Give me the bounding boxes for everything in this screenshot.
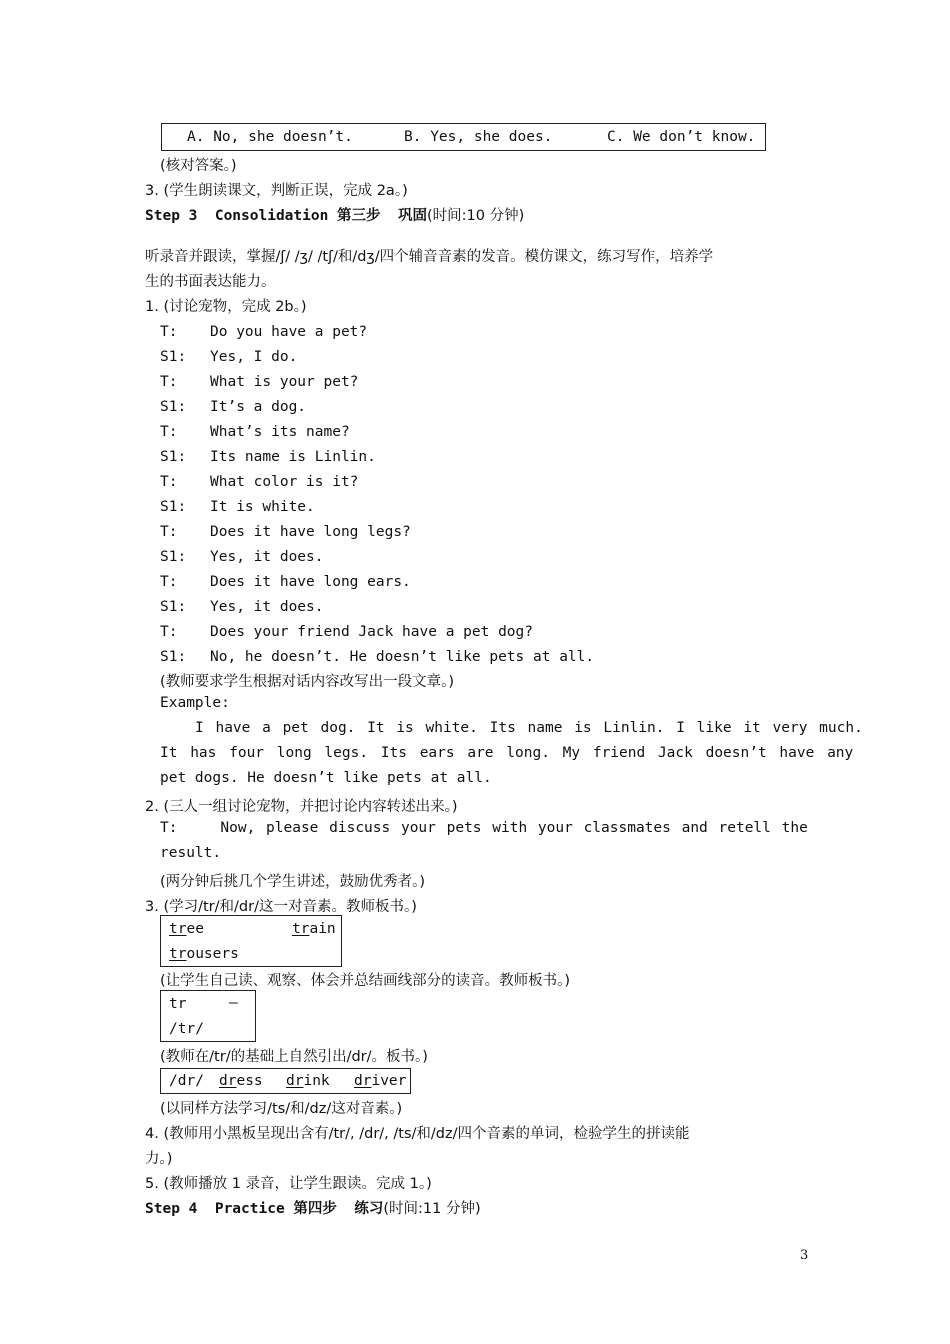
step-3-title: Step 3 Consolidation 第三步 巩固 <box>145 208 428 224</box>
line-text: Yes, it does. <box>210 599 324 615</box>
speaker: S1: <box>160 499 187 515</box>
word-rest: ousers <box>186 946 239 962</box>
item-3-phoneme-tr-dr: 3. (学习/tr/和/dr/这一对音素。教师板书。) <box>145 899 417 915</box>
dialogue-line <box>160 595 594 620</box>
line-text: What’s its name? <box>210 424 350 440</box>
dialogue-line <box>160 420 594 445</box>
line-text: Does your friend Jack have a pet dog? <box>210 624 534 640</box>
dialogue-line <box>160 645 594 670</box>
word-rest: ee <box>186 921 204 937</box>
step-4-heading <box>145 1197 481 1218</box>
dialogue-line <box>160 495 594 520</box>
board-tr-phoneme <box>160 990 256 1042</box>
page-number: 3 <box>800 1248 809 1263</box>
example-line-3: pet dogs. He doesn’t like pets at all. <box>160 770 492 786</box>
dialogue-line <box>160 545 594 570</box>
example-label: Example: <box>160 695 230 711</box>
step-3-time: (时间:10 分钟) <box>427 208 525 224</box>
line-text: It is white. <box>210 499 315 515</box>
item-2-follow-up-note: (两分钟后挑几个学生讲述，鼓励优秀者。) <box>160 874 426 890</box>
item-4-line-2: 力。) <box>145 1151 173 1167</box>
step-3-heading <box>145 204 524 225</box>
step-4-title: Step 4 Practice 第四步 练习 <box>145 1201 384 1217</box>
line-text: What color is it? <box>210 474 359 490</box>
word-drink <box>286 1073 330 1089</box>
board-tr-words <box>160 915 342 967</box>
speaker: T: <box>160 574 178 590</box>
speaker: S1: <box>160 549 187 565</box>
speaker: S1: <box>160 349 187 365</box>
word-rest: ess <box>236 1073 263 1089</box>
dr-introduction-note: (教师在/tr/的基础上自然引出/dr/。板书。) <box>160 1049 428 1065</box>
dialogue-line <box>160 570 594 595</box>
ts-dz-note: (以同样方法学习/ts/和/dz/这对音素。) <box>160 1101 403 1117</box>
word-trousers <box>169 946 239 962</box>
step-4-time: (时间:11 分钟) <box>383 1201 481 1217</box>
item-2-teacher-line-2: result. <box>160 845 222 861</box>
example-line-1: I have a pet dog. It is white. Its name is Linlin. I like it very much. <box>195 720 863 736</box>
dialogue-line <box>160 395 594 420</box>
option-b: B. Yes, she does. <box>404 129 553 145</box>
board-dr-words <box>160 1068 411 1094</box>
line-text: What is your pet? <box>210 374 359 390</box>
word-dress <box>219 1073 263 1089</box>
word-train <box>292 921 336 937</box>
dialogue-line <box>160 620 594 645</box>
line-text: No, he doesn’t. He doesn’t like pets at all. <box>210 649 595 665</box>
speaker: T: <box>160 374 178 390</box>
speaker: T: <box>160 524 178 540</box>
line-text: Does it have long ears. <box>210 574 411 590</box>
word-rest: ain <box>309 921 336 937</box>
word-tree <box>169 921 204 937</box>
line-text: It’s a dog. <box>210 399 307 415</box>
speaker: T: <box>160 474 178 490</box>
letters-tr: tr <box>169 996 187 1012</box>
speaker: T: <box>160 324 178 340</box>
dash: — <box>229 995 238 1011</box>
underlined-letters: dr <box>354 1073 372 1089</box>
speaker: S1: <box>160 649 187 665</box>
underlined-letters: tr <box>169 921 187 937</box>
speaker: T: <box>160 624 178 640</box>
phoneme-tr: /tr/ <box>169 1021 204 1037</box>
board-observation-note: (让学生自己读、观察、体会并总结画线部分的读音。教师板书。) <box>160 973 571 989</box>
speaker: T: <box>160 424 178 440</box>
option-a: A. No, she doesn’t. <box>187 129 353 145</box>
dialogue-line <box>160 445 594 470</box>
speaker: S1: <box>160 449 187 465</box>
item-1-discuss-pets: 1. (讨论宠物，完成 2b。) <box>145 299 307 315</box>
underlined-letters: tr <box>169 946 187 962</box>
word-rest: ink <box>303 1073 330 1089</box>
item-2-group-discussion: 2. (三人一组讨论宠物，并把讨论内容转述出来。) <box>145 799 458 815</box>
word-driver <box>354 1073 406 1089</box>
line-text: Yes, it does. <box>210 549 324 565</box>
item-5-recording: 5. (教师播放 1 录音，让学生跟读。完成 1。) <box>145 1176 432 1192</box>
pet-dialogue <box>160 320 594 670</box>
speaker: S1: <box>160 599 187 615</box>
line-text: Its name is Linlin. <box>210 449 376 465</box>
item-4-line-1: 4. (教师用小黑板呈现出含有/tr/, /dr/, /ts/和/dz/四个音素的单词，检验学生的拼读能 <box>145 1126 690 1142</box>
item-2-teacher-line-1: T: Now, please discuss your pets with your classmates and retell the <box>160 820 808 836</box>
check-answers-note: (核对答案。) <box>160 158 237 174</box>
dialogue-line <box>160 520 594 545</box>
step-3-intro-line-2: 生的书面表达能力。 <box>145 274 276 290</box>
step-3-intro-line-1: 听录音并跟读，掌握/ʃ/ /ʒ/ /tʃ/和/dʒ/四个辅音音素的发音。模仿课文，练习写作，培养学 <box>145 249 714 265</box>
example-line-2: It has four long legs. Its ears are long. My friend Jack doesn’t have any <box>160 745 854 761</box>
dialogue-line <box>160 320 594 345</box>
dialogue-line <box>160 470 594 495</box>
underlined-letters: dr <box>286 1073 304 1089</box>
answer-options-box <box>161 123 766 151</box>
line-text: Does it have long legs? <box>210 524 411 540</box>
dialogue-line <box>160 345 594 370</box>
option-c: C. We don’t know. <box>607 129 756 145</box>
line-text: Yes, I do. <box>210 349 298 365</box>
dialogue-line <box>160 370 594 395</box>
teacher-requirement-note: (教师要求学生根据对话内容改写出一段文章。) <box>160 674 455 690</box>
item-3-read-text: 3. (学生朗读课文，判断正误，完成 2a。) <box>145 183 408 199</box>
underlined-letters: tr <box>292 921 310 937</box>
word-rest: iver <box>371 1073 407 1089</box>
speaker: S1: <box>160 399 187 415</box>
underlined-letters: dr <box>219 1073 237 1089</box>
line-text: Do you have a pet? <box>210 324 368 340</box>
phoneme-dr: /dr/ <box>169 1073 204 1089</box>
